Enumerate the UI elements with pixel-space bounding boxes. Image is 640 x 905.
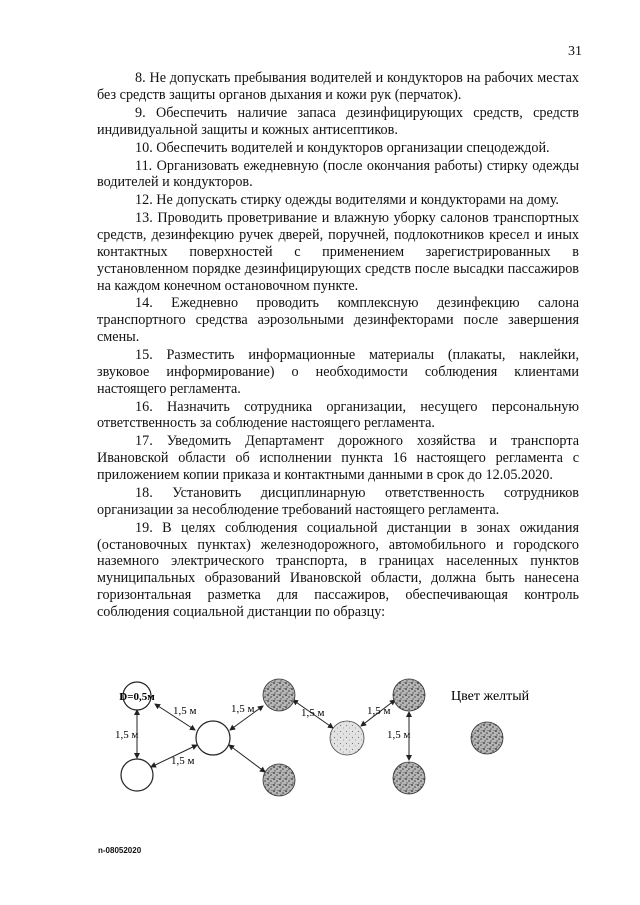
paragraph-12: 12. Не допускать стирку одежды водителями и кондукторами на дому. — [135, 192, 559, 209]
paragraph-8: 8. Не допускать пребывания водителей и кондукторов на рабочих местах без средств защиты органов дыхания и кожи рук (перчаток). — [97, 70, 579, 103]
page-number: 31 — [568, 44, 582, 59]
legend-swatch-circle — [471, 722, 503, 754]
distance-marking-diagram — [105, 670, 575, 810]
marker-circle-outline — [196, 721, 230, 755]
distance-label: 1,5 м — [231, 703, 255, 715]
marker-circle-filled — [263, 679, 295, 711]
paragraph-13: 13. Проводить проветривание и влажную уборку салонов транспортных средств, дезинфекцию ручек дверей, поручней, подлокотников кресел и иных контактных поверхностей с применением зарегистрированных в установленном порядке дезинфицирующих средств после высадки пассажиров на каждом конечном остановочном пункте. — [97, 210, 579, 294]
marker-circle-filled — [263, 764, 295, 796]
distance-label: 1,5 м — [171, 755, 195, 767]
distance-label: 1,5 м — [173, 705, 197, 717]
paragraph-14: 14. Ежедневно проводить комплексную дезинфекцию салона транспортного средства аэрозольными дезинфекторами после завершения смены. — [97, 295, 579, 346]
paragraph-10: 10. Обеспечить водителей и кондукторов организации спецодеждой. — [135, 139, 550, 156]
marker-circle-filled — [393, 762, 425, 794]
document-code: n-08052020 — [98, 846, 142, 855]
paragraph-18: 18. Установить дисциплинарную ответственность сотрудников организации за несоблюдение требований настоящего регламента. — [97, 485, 579, 518]
document-body — [97, 70, 579, 622]
paragraph-11: 11. Организовать ежедневную (после окончания работы) стирку одежды водителей и кондукторов. — [97, 157, 579, 191]
distance-label: 1,5 м — [115, 729, 139, 741]
distance-arrow — [229, 745, 265, 772]
paragraph-17: 17. Уведомить Департамент дорожного хозяйства и транспорта Ивановской области об исполнении пункта 16 настоящего регламента с приложением копии приказа и контактными данными в срок до 12.05.2020. — [97, 433, 579, 484]
paragraph-15: 15. Разместить информационные материалы (плакаты, наклейки, звуковое информирование) о необходимости соблюдения клиентами настоящего регламента. — [97, 347, 579, 397]
legend-label: Цвет желтый — [451, 689, 530, 704]
distance-label: 1,5 м — [387, 729, 411, 741]
marker-circle-light — [330, 721, 364, 755]
distance-label: 1,5 м — [301, 707, 325, 719]
diameter-label: D=0,5м — [119, 691, 155, 703]
paragraph-16: 16. Назначить сотрудника организации, несущего персональную ответственность за соблюдение настоящего регламента. — [97, 398, 579, 432]
marker-circle-filled — [393, 679, 425, 711]
paragraph-19: 19. В целях соблюдения социальной дистанции в зонах ожидания (остановочных пунктах) железнодорожного, автомобильного и городского наземного электрического транспорта, в границах населенных пунктов муниципальных образований Ивановской области, должна быть нанесена горизонтальная разметка для пассажиров, обеспечивающая контроль соблюдения социальной дистанции по образцу: — [97, 519, 579, 620]
distance-label: 1,5 м — [367, 705, 391, 717]
paragraph-9: 9. Обеспечить наличие запаса дезинфицирующих средств, средств индивидуальной защиты и кожных антисептиков. — [97, 104, 579, 138]
marker-circle-outline — [121, 759, 153, 791]
